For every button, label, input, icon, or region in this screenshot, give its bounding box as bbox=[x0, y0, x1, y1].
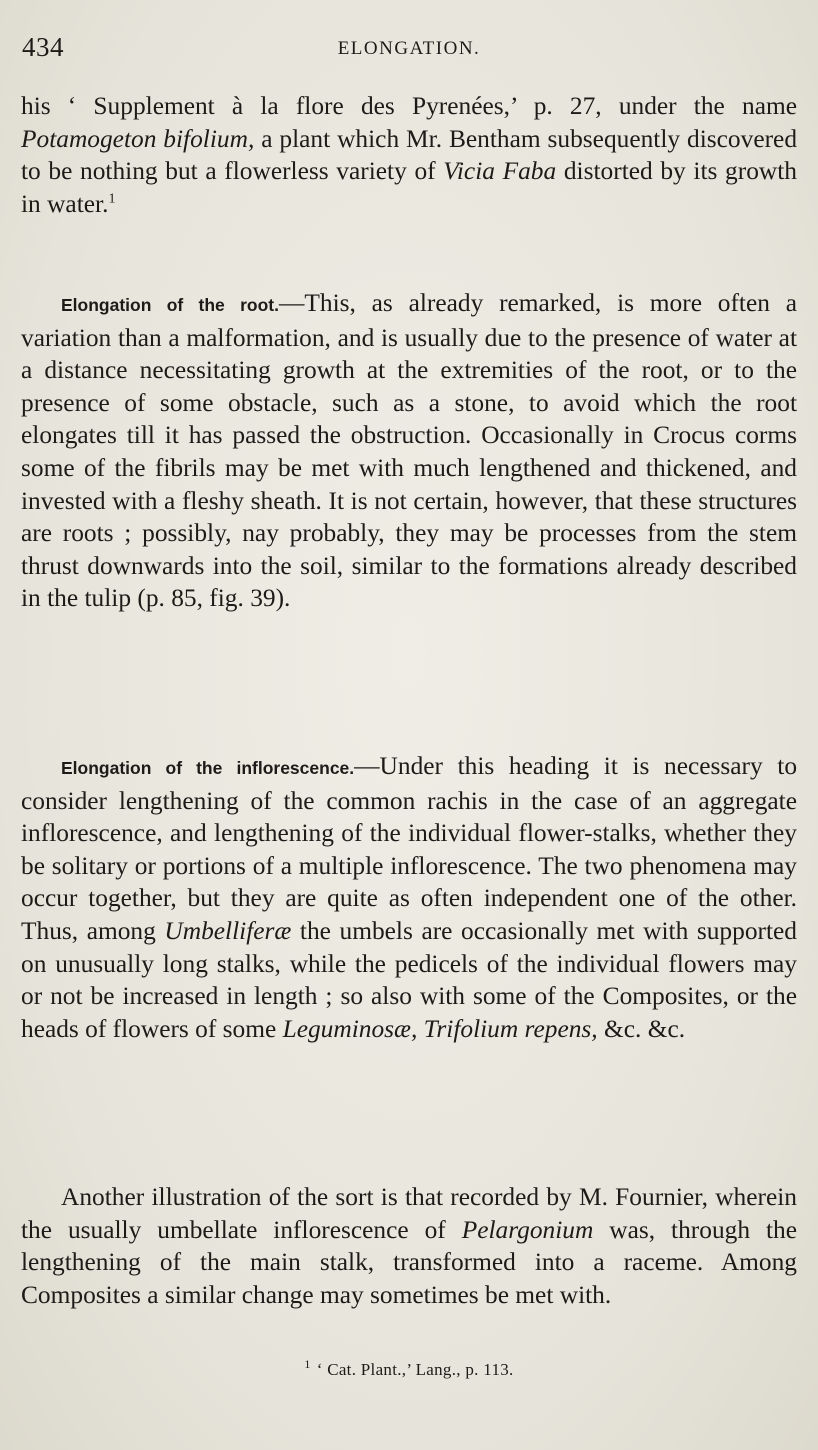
paragraph-3 bbox=[21, 750, 797, 1045]
paragraph-3-italic-a: Umbelliferæ bbox=[164, 916, 292, 945]
paragraph-3-text-a: —Under this heading it is necessary to consider lengthening of the common rachis in the case of an aggregate inflorescence, and lengthening of the individual flower-stalks, whether they be solitary or portions of a multiple inflorescence. The two phenomena may occur together, but they are quite as often independent one of the other. Thus, among bbox=[21, 752, 798, 945]
section-heading-root: Elongation of the root. bbox=[61, 295, 279, 315]
paragraph-1-text-b: a plant which Mr. Bentham subsequently discovered to be nothing but a flowerless variety of bbox=[21, 124, 798, 186]
paragraph-1 bbox=[21, 90, 797, 220]
paragraph-4-text-a: Another illustration of the sort is that recorded by M. Fournier, wherein the usually umbellate inflorescence of bbox=[21, 1183, 797, 1244]
paragraph-1-italic-b: Vicia Faba bbox=[443, 157, 557, 186]
paragraph-1-text-a: his ‘ Supplement à la flore des Pyrenées,’ p. 27, under the name bbox=[21, 92, 797, 120]
paragraph-1-text-c: distorted by its growth in water. bbox=[21, 157, 797, 218]
running-head bbox=[22, 32, 796, 66]
footnote-text: ‘ Cat. Plant.,’ Lang., p. 113. bbox=[316, 1360, 514, 1379]
paragraph-4-text-b: was, through the lengthening of the main stalk, transformed into a raceme. Among Composites a similar change may sometimes be met with. bbox=[21, 1215, 797, 1309]
running-title: ELONGATION. bbox=[337, 38, 481, 59]
paragraph-1-italic-a: Potamogeton bifolium, bbox=[21, 124, 255, 153]
paragraph-3-text-b: the umbels are occasionally met with supported on unusually long stalks, while the pedicels of the individual flowers may or not be increased in length ; so also with some of the Composites, or the heads of flowers of some bbox=[21, 916, 797, 1043]
footnote-reference: 1 bbox=[108, 191, 116, 207]
paragraph-3-italic-b: Leguminosæ, Trifolium repens, bbox=[282, 1014, 598, 1043]
paragraph-4 bbox=[21, 1181, 797, 1311]
footnote-number: 1 bbox=[304, 1357, 311, 1372]
paragraph-3-text-c: &c. &c. bbox=[597, 1014, 686, 1043]
paragraph-2-text: —This, as already remarked, is more often a variation than a malformation, and is usually due to the presence of water at a distance necessitating growth at the extremities of the root, or to the presence of some obstacle, such as a stone, to avoid which the root elongates till it has passed the obstruction. Occasionally in Crocus corms some of the fibrils may be met with much lengthened and thickened, and invested with a fleshy sheath. It is not certain, however, that these structures are roots ; possibly, nay probably, they may be processes from the stem thrust downwards into the soil, similar to the formations already described in the tulip (p. 85, fig. 39). bbox=[21, 289, 797, 613]
page-number: 434 bbox=[22, 32, 64, 62]
paragraph-2 bbox=[21, 287, 797, 615]
section-heading-inflorescence: Elongation of the inflorescence. bbox=[61, 758, 355, 778]
footnote bbox=[0, 1357, 818, 1380]
paragraph-4-italic: Pelargonium bbox=[461, 1215, 594, 1244]
